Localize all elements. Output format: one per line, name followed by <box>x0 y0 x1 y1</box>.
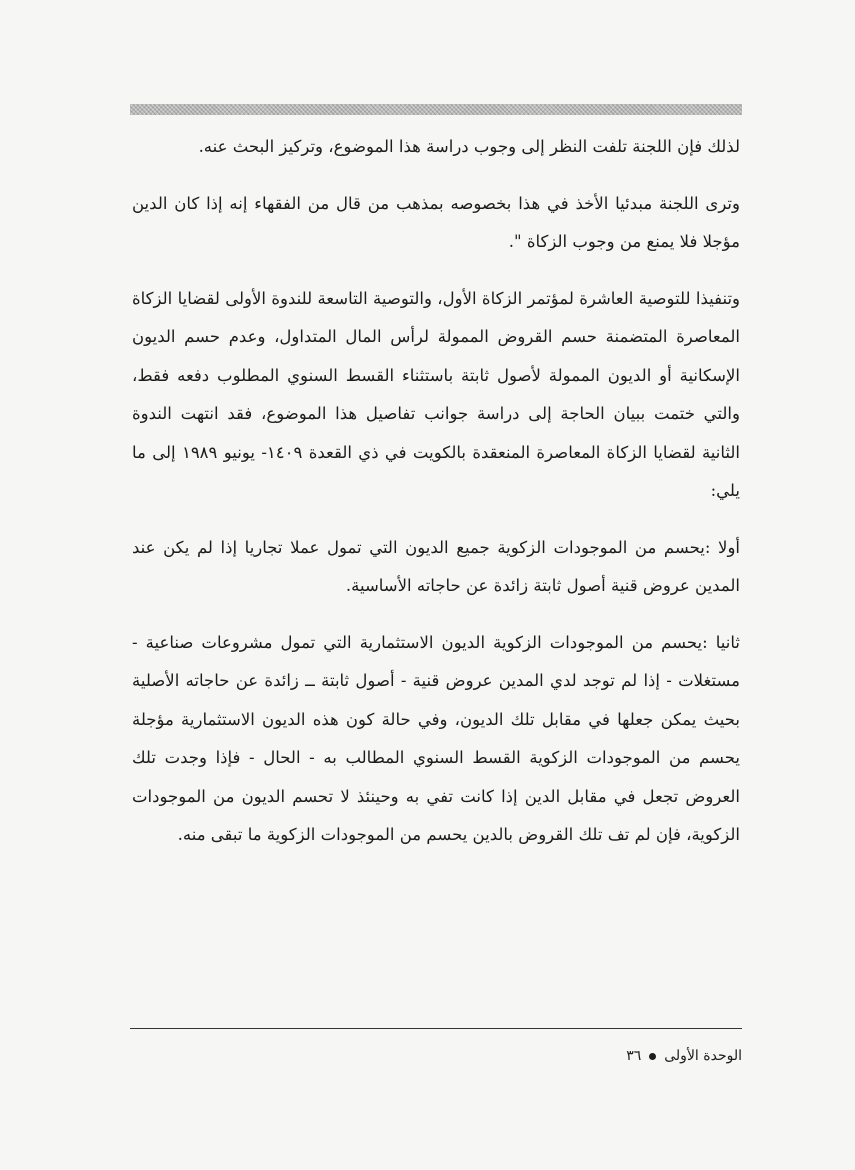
footer-rule <box>130 1028 742 1029</box>
paragraph-3: وتنفيذا للتوصية العاشرة لمؤتمر الزكاة الأول، والتوصية التاسعة للندوة الأولى لقضايا الزكاة المعاصرة المتضمنة حسم القروض الممولة لرأس المال المتداول، وعدم حسم الديون الإسكانية أو الديون الممولة لأصول ثابتة باستثناء القسط السنوي المطلوب دفعه فقط، والتي ختمت ببيان الحاجة إلى دراسة جوانب تفاصيل هذا الموضوع، فقد انتهت الندوة الثانية لقضايا الزكاة المعاصرة المنعقدة بالكويت في ذي القعدة ١٤٠٩- يونيو ١٩٨٩ إلى ما يلي: <box>132 288 741 500</box>
page-number: ٣٦ <box>626 1048 642 1064</box>
unit-title: الوحدة الأولى <box>664 1048 742 1064</box>
body-text <box>132 128 740 873</box>
page-footer <box>626 1048 742 1064</box>
paragraph-4: أولا :يحسم من الموجودات الزكوية جميع الديون التي تمول عملا تجاريا إذا لم يكن عند المدين عروض قنية أصول ثابتة زائدة عن حاجاته الأساسية. <box>132 537 740 595</box>
bullet-icon <box>649 1053 656 1060</box>
paragraph-2: وترى اللجنة مبدئيا الأخذ في هذا بخصوصه بمذهب من قال من الفقهاء إنه إذا كان الدين مؤجلا فلا يمنع من وجوب الزكاة ". <box>132 193 740 251</box>
paragraph-5: ثانيا :يحسم من الموجودات الزكوية الديون الاستثمارية التي تمول مشروعات صناعية - مستغلات - إذا لم توجد لدي المدين عروض قنية - أصول ثابتة ــ زائدة عن حاجاته الأصلية بحيث يمكن جعلها في مقابل تلك الديون، وفي حالة كون هذه الديون الاستثمارية مؤجلة يحسم من الموجودات الزكوية القسط السنوي المطالب به - الحال - فإذا وجدت تلك العروض تجعل في مقابل الدين إذا كانت تفي به وحينئذ لا تحسم الديون من الموجودات الزكوية، فإن لم تف تلك القروض بالدين يحسم من الموجودات الزكوية ما تبقى منه. <box>132 632 740 844</box>
header-band <box>130 104 742 115</box>
paragraph-1: لذلك فإن اللجنة تلفت النظر إلى وجوب دراسة هذا الموضوع، وتركيز البحث عنه. <box>198 137 740 156</box>
